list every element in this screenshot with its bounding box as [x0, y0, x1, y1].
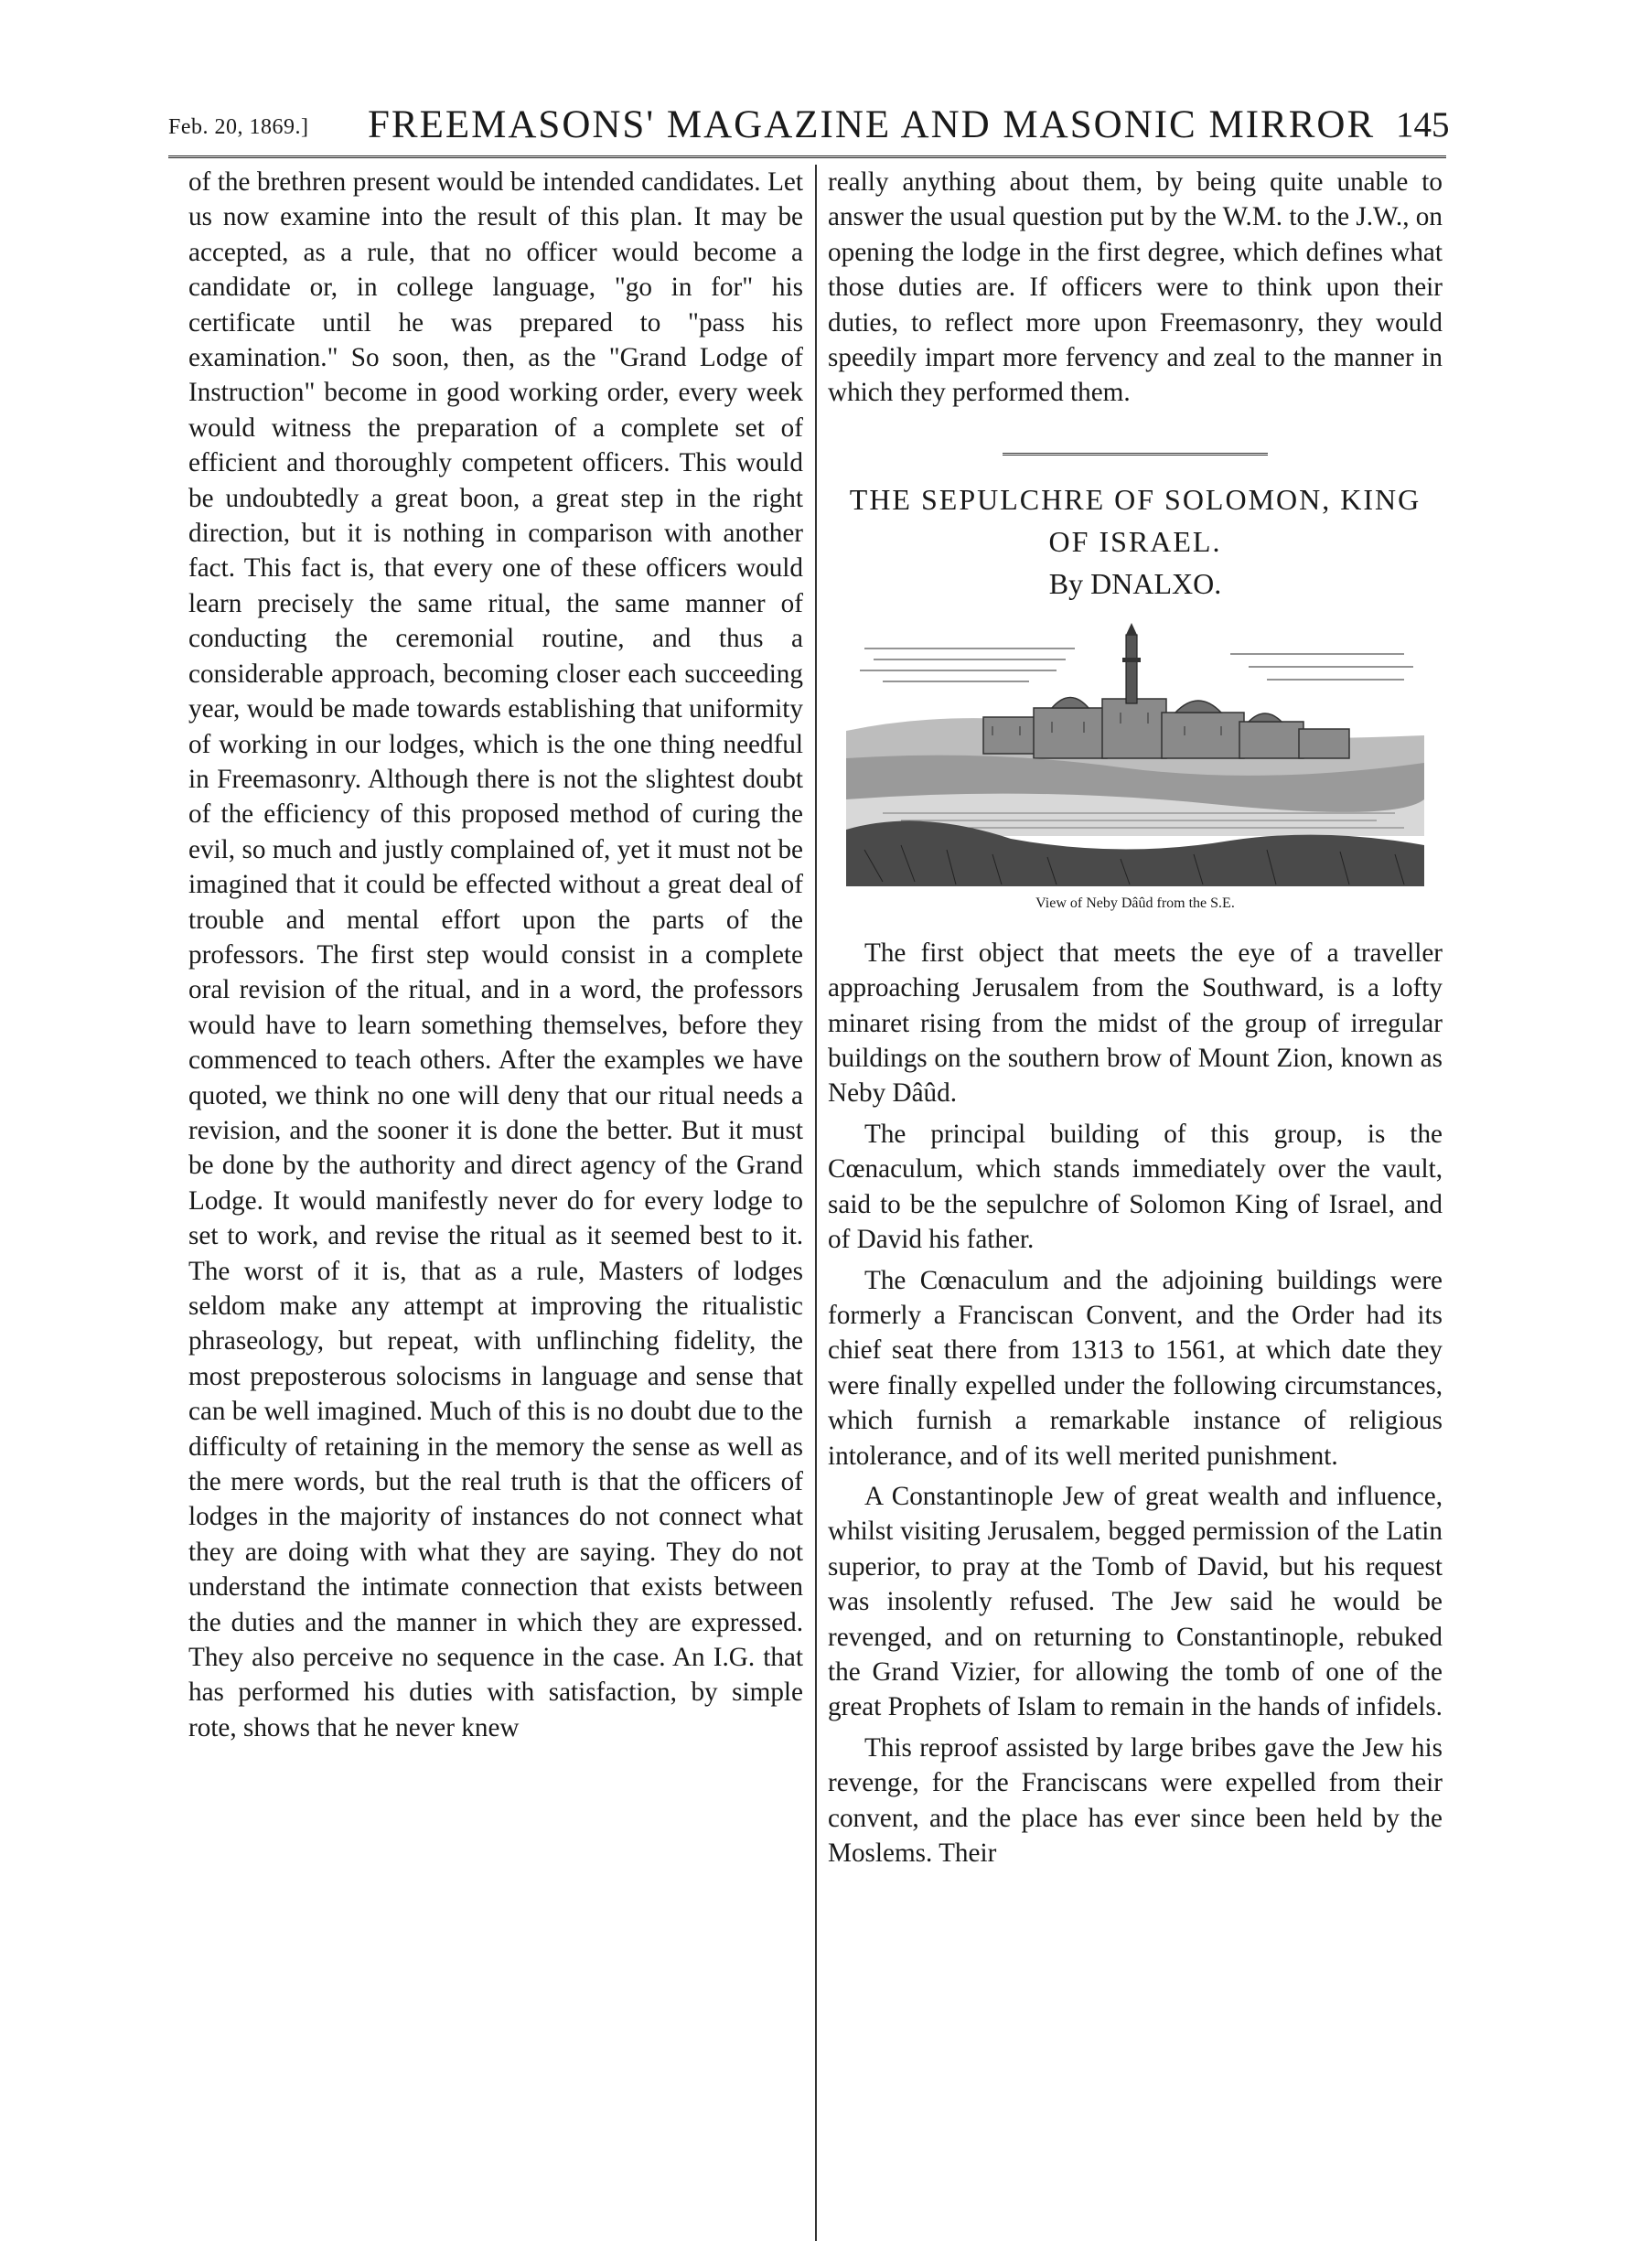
- column-divider: [815, 165, 817, 2241]
- section-ornament-rule: [1003, 453, 1268, 458]
- header-rule: [168, 155, 1446, 162]
- article-paragraph-1: The first object that meets the eye of a traveller approaching Jerusalem from the Southward, is a lofty minaret rising from the midst of the group of irregular buildings on the southern brow of Mount Zion, known as Neby Dâûd.: [828, 938, 1443, 1109]
- continuation-text: really anything about them, by being quite unable to answer the usual question put by the W.M. to the J.W., on opening the lodge in the first degree, which defines what those duties are. If officers were to think upon their duties, to reflect more upon Freemasonry, they would speedily impart more fervency and zeal to the manner in which they performed them.: [828, 167, 1443, 408]
- article-title: [828, 478, 1443, 563]
- engraving-illustration: [846, 621, 1424, 886]
- magazine-title: FREEMASONS' MAGAZINE AND MASONIC MIRROR: [368, 103, 1376, 146]
- figure-caption: View of Neby Dâûd from the S.E.: [1035, 895, 1235, 911]
- article-title-line-2: OF ISRAEL.: [1048, 524, 1222, 558]
- issue-date: Feb. 20, 1869.]: [168, 115, 309, 139]
- article-paragraph-4: A Constantinople Jew of great wealth and influence, whilst visiting Jerusalem, begged permission of the Latin superior, to pray at the Tomb of David, but his request was insolently refused. The Jew said he would be revenged, and on returning to Constantinople, rebuked the Grand Vizier, for allowing the tomb of one of the great Prophets of Islam to remain in the hands of infidels.: [828, 1481, 1443, 1722]
- article-title-line-1: THE SEPULCHRE OF SOLOMON, KING: [849, 482, 1421, 516]
- article-paragraph-3: The Cœnaculum and the adjoining buildings were formerly a Franciscan Convent, and the Order had its chief seat there from 1313 to 1561, at which date they were finally expelled under the following circumstances, which furnish a remarkable instance of religious intolerance, and of its well merited punishment.: [828, 1265, 1443, 1471]
- left-column: [188, 165, 803, 1745]
- left-column-text: of the brethren present would be intended candidates. Let us now examine into the result of this plan. It may be accepted, as a rule, that no officer would become a candidate or, in college language, "go in for" his certificate until he was prepared to "pass his examination." So soon, then, as the "Grand Lodge of Instruction" become in good working order, every week would witness the preparation of a complete set of efficient and thoroughly competent officers. This would be undoubtedly a great boon, a great step in the right direction, but it is nothing in comparison with another fact. This fact is, that every one of these officers would learn precisely the same ritual, the same manner of conducting the ceremonial routine, and thus a considerable approach, becoming closer each succeeding year, would be made towards establishing that uniformity of working in our lodges, which is the one thing needful in Freemasonry. Although there is not the slightest doubt of the efficiency of this proposed method of curing the evil, so much and justly complained of, yet it must not be imagined that it could be effected without a great deal of trouble and mental effort upon the parts of the professors. The first step would consist in a complete oral revision of the ritual, and in a word, the professors would have to learn something themselves, before they commenced to teach others. After the examples we have quoted, we think no one will deny that our ritual needs a revision, and the sooner it is done the better. But it must be done by the authority and direct agency of the Grand Lodge. It would manifestly never do for every lodge to set to work, and revise the ritual as it seemed best to it. The worst of it is, that as a rule, Masters of lodges seldom make any attempt at improving the ritualistic phraseology, but repeat, with unflinching fidelity, the most preposterous solocisms in language and sense that can be well imagined. Much of this is no doubt due to the difficulty of retaining in the memory the sense as well as the mere words, but the real truth is that the officers of lodges in the majority of instances do not connect what they are doing with what they are saying. They do not understand the intimate connection that exists between the duties and the manner in which they are expressed. They also perceive no sequence in the case. An I.G. that has performed his duties with satisfaction, by simple rote, shows that he never knew: [188, 167, 803, 1742]
- article-paragraph-2: The principal building of this group, is the Cœnaculum, which stands immediately over the vault, said to be the sepulchre of Solomon King of Israel, and of David his father.: [828, 1119, 1443, 1255]
- article-paragraph-5: This reproof assisted by large bribes gave the Jew his revenge, for the Franciscans were expelled from their convent, and the place has ever since been held by the Moslems. Their: [828, 1732, 1443, 1868]
- article-byline: By DNALXO.: [1048, 566, 1222, 600]
- page-number: 145: [1396, 105, 1450, 145]
- engraving-neby-daud: [846, 621, 1424, 886]
- right-column: [828, 165, 1443, 1871]
